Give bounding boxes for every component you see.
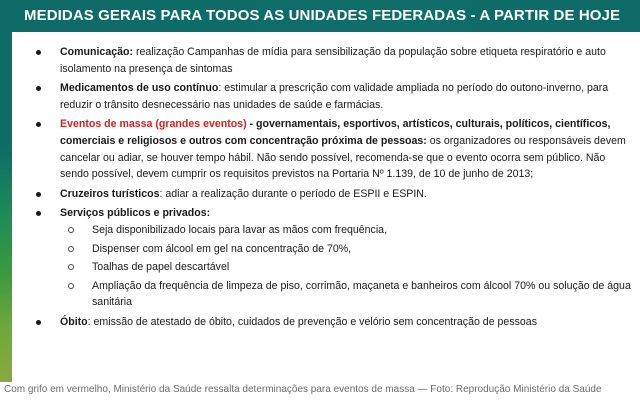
list-item-cruzeiros <box>28 186 632 203</box>
item-heading: - governamentais, esportivos, artísticos, culturais, políticos, científicos, comerciais e religiosos e outros com concentração próxima de pessoas: <box>60 118 611 147</box>
sublist-item: Ampliação da frequência de limpeza de piso, corrimão, maçaneta e banheiros com álcool 70% ou solução de água sanitária <box>60 278 632 311</box>
sublist-item: Toalhas de papel descartável <box>60 259 632 276</box>
list-item-eventos-de-massa <box>28 116 632 182</box>
sublist-item: Seja disponibilizado locais para lavar as mãos com frequência, <box>60 222 632 239</box>
item-heading: Comunicação: <box>60 46 133 58</box>
sublist-item: Dispenser com álcool em gel na concentração de 70%, <box>60 241 632 258</box>
photo-caption: Com grifo em vermelho, Ministério da Saúde ressalta determinações para eventos de massa — Foto: Reprodução Ministério da Saúde <box>4 384 602 395</box>
item-text: : adiar a realização durante o período de ESPII e ESPIN. <box>159 187 427 200</box>
side-color-stripe <box>0 0 12 382</box>
list-item-medicamentos <box>28 80 632 113</box>
item-text: : emissão de atestado de óbito, cuidados de prevenção e velório sem concentração de pessoas <box>87 315 537 328</box>
item-heading: Óbito <box>60 315 88 328</box>
item-heading: Serviços públicos e privados: <box>60 207 211 220</box>
slide-content <box>28 44 632 334</box>
item-heading: Cruzeiros turísticos <box>60 187 160 200</box>
list-item-servicos <box>28 205 632 311</box>
item-text: realização Campanhas de mídia para sensibilização da população sobre etiqueta respiratório e auto isolamento na presença de sintomas <box>60 46 606 75</box>
item-text: os organizadores ou responsáveis devem cancelar ou adiar, se houver tempo hábil. Não sendo possível, recomenda-se que o evento ocorra sem público. Não sendo possível, devem cumprir os requisitos previstos na Portaria Nº 1.139, de 10 de junho de 2013; <box>60 134 626 181</box>
highlighted-heading: Eventos de massa (grandes eventos) <box>60 118 247 131</box>
item-text: : estimular a prescrição com validade ampliada no período do outono-inverno, para reduzir o trânsito desnecessário nas unidades de saúde e farmácias. <box>60 82 609 111</box>
slide-header <box>0 0 640 32</box>
slide-title: MEDIDAS GERAIS PARA TODOS AS UNIDADES FEDERADAS - A PARTIR DE HOJE <box>24 7 621 24</box>
item-heading: Medicamentos de uso contínuo <box>60 82 219 95</box>
list-item-obito <box>28 314 632 331</box>
services-sublist <box>60 222 632 311</box>
measures-list <box>28 44 632 331</box>
list-item-comunicacao <box>28 44 632 77</box>
